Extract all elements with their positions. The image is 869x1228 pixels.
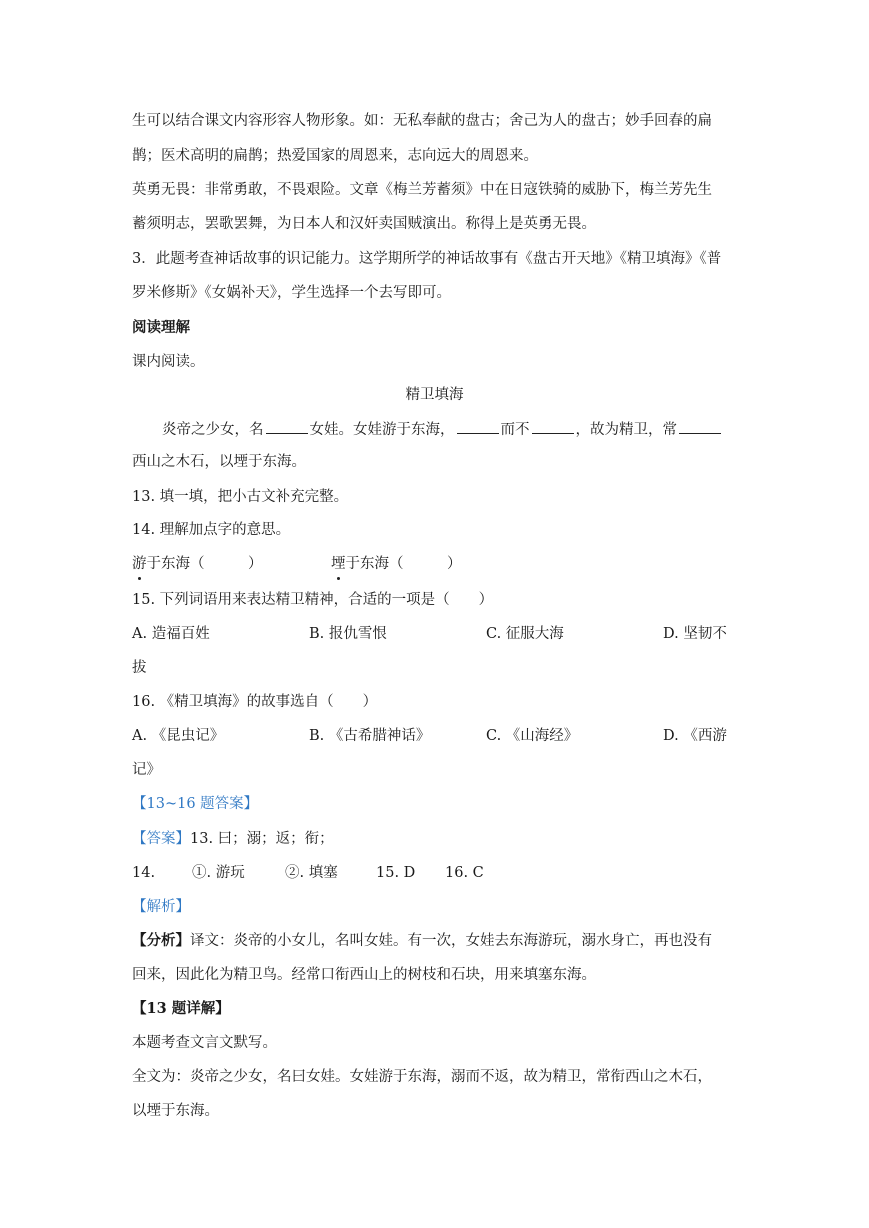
analysis-tag: 【解析】 [132,899,190,915]
answer-header: 【13~16 题答案】 [132,796,259,812]
q15-option-c[interactable]: C. 征服大海 [486,626,564,642]
fill-blank-4[interactable] [679,419,721,434]
analysis-label: 【分析】 [132,932,190,949]
q15-option-d[interactable]: D. 坚韧不 [663,626,727,642]
reading-label: 课内阅读。 [132,354,205,370]
intro-line-4: 蓄须明志，罢歌罢舞，为日本人和汉奸卖国贼演出。称得上是英勇无畏。 [132,216,596,232]
analysis-line-2: 回来，因此化为精卫鸟。经常口衔西山上的树枝和石块，用来填塞东海。 [132,967,596,983]
q14-item-a [132,554,263,574]
intro-line-5: 3．此题考查神话故事的识记能力。这学期所学的神话故事有《盘古开天地》《精卫填海》《普 [132,251,722,267]
passage-text-2: 女娃。女娃游于东海， [309,422,455,438]
q16-option-d-wrap: 记》 [132,762,161,778]
answer-16: 16. C [445,865,484,881]
q14-item-b-text: 于东海（ ） [345,556,462,572]
q14-dotted-char-b: 堙 [331,556,346,572]
question-13: 13. 填一填，把小古文补充完整。 [132,489,349,505]
intro-line-1: 生可以结合课文内容形容人物形象。如：无私奉献的盘古；舍己为人的盘古；妙手回春的扁 [132,113,712,129]
intro-line-6: 罗米修斯》《女娲补天》，学生选择一个去写即可。 [132,285,451,301]
passage-text-4: ，故为精卫，常 [575,422,677,438]
passage-title: 精卫填海 [405,387,464,403]
q16-option-b[interactable]: B. 《古希腊神话》 [309,728,431,744]
detail-line-2: 全文为：炎帝之少女，名曰女娃。女娃游于东海，溺而不返，故为精卫，常衔西山之木石， [132,1069,712,1085]
answer-line-1-text: 13. 曰；溺；返；衔； [190,831,334,847]
q15-option-d-wrap: 拔 [132,660,147,676]
passage-text-1: 炎帝之少女，名 [162,422,264,438]
intro-line-2: 鹊；医术高明的扁鹊；热爱国家的周恩来，志向远大的周恩来。 [132,148,538,164]
answer-15: 15. D [376,865,416,881]
detail-line-1: 本题考查文言文默写。 [132,1035,277,1051]
q15-option-b[interactable]: B. 报仇雪恨 [309,626,387,642]
q14-item-a-text: 于东海（ ） [146,556,263,572]
analysis-line-1 [132,931,742,951]
intro-line-3: 英勇无畏：非常勇敢，不畏艰险。文章《梅兰芳蓄须》中在日寇铁骑的威胁下，梅兰芳先生 [132,182,712,198]
fill-blank-3[interactable] [532,419,574,434]
section-title: 阅读理解 [132,319,190,336]
detail-header: 【13 题详解】 [132,1000,230,1017]
answer-14-2: ②. 填塞 [285,865,338,881]
answer-line-1 [132,829,742,849]
q15-option-a[interactable]: A. 造福百姓 [132,626,210,642]
answer-tag: 【答案】 [132,831,190,847]
q16-option-d[interactable]: D. 《西游 [663,728,727,744]
analysis-text-1: 译文：炎帝的小女儿，名叫女娃。有一次，女娃去东海游玩，溺水身亡，再也没有 [190,933,712,949]
q14-item-b [331,554,462,574]
q16-option-a[interactable]: A. 《昆虫记》 [132,728,225,744]
question-14: 14. 理解加点字的意思。 [132,522,291,538]
fill-blank-1[interactable] [266,419,308,434]
fill-blank-2[interactable] [457,419,499,434]
answer-14-label: 14. [132,865,156,881]
question-16: 16. 《精卫填海》的故事选自（ ） [132,694,378,710]
passage-line-1 [162,419,772,440]
passage-line-2: 西山之木石，以堙于东海。 [132,454,306,470]
passage-text-3: 而不 [500,422,530,438]
q14-dotted-char-a: 游 [132,556,147,572]
detail-line-3: 以堙于东海。 [132,1103,219,1119]
answer-14-1: ①. 游玩 [192,865,245,881]
question-15: 15. 下列词语用来表达精卫精神，合适的一项是（ ） [132,592,494,608]
q16-option-c[interactable]: C. 《山海经》 [486,728,579,744]
